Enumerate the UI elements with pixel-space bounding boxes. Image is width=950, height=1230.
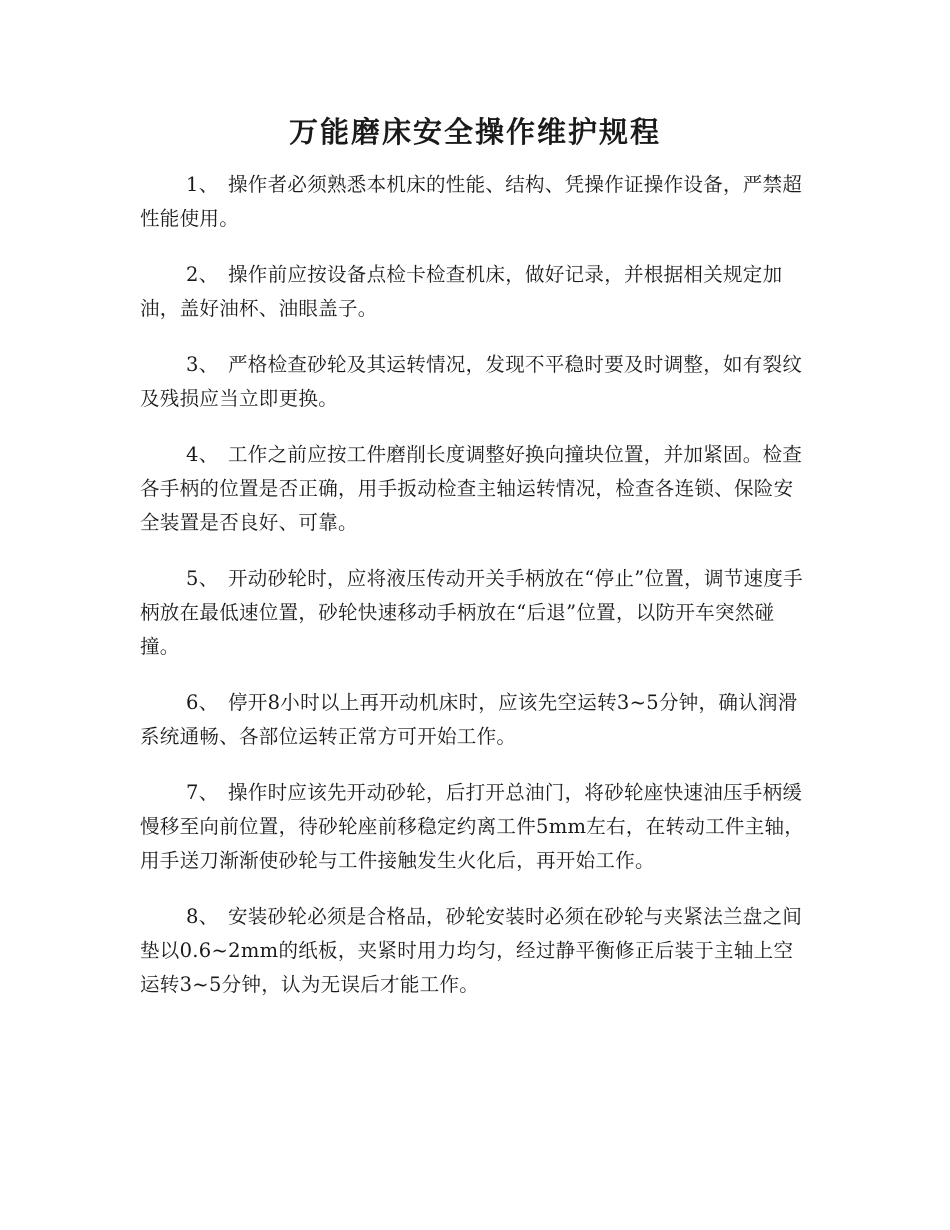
paragraph-number: 6、 <box>186 691 219 714</box>
document-title: 万能磨床安全操作维护规程 <box>288 115 661 149</box>
paragraph-number: 1、 <box>186 173 219 196</box>
paragraph <box>140 348 810 416</box>
paragraph <box>140 168 810 236</box>
paragraph-text: 操作时应该先开动砂轮，后打开总油门，将砂轮座快速油压手柄缓慢移至向前位置，待砂轮座前移稳定约离工件5mm左右，在转动工件主轴，用手送刀渐渐使砂轮与工件接触发生火化后，再开始工作。 <box>140 781 805 872</box>
paragraph-number: 8、 <box>186 905 219 928</box>
paragraph-number: 4、 <box>186 443 219 466</box>
paragraph-number: 7、 <box>186 781 219 804</box>
paragraph <box>140 438 810 540</box>
paragraph-text: 工作之前应按工件磨削长度调整好换向撞块位置，并加紧固。检查各手柄的位置是否正确，用手扳动检查主轴运转情况，检查各连锁、保险安全装置是否良好、可靠。 <box>140 443 803 534</box>
paragraph-text: 操作者必须熟悉本机床的性能、结构、凭操作证操作设备，严禁超性能使用。 <box>140 173 803 230</box>
paragraph <box>140 562 810 664</box>
paragraph <box>140 258 810 326</box>
paragraph-text: 操作前应按设备点检卡检查机床，做好记录，并根据相关规定加油，盖好油杯、油眼盖子。 <box>140 263 783 320</box>
paragraph <box>140 900 810 1002</box>
paragraph <box>140 776 810 878</box>
paragraph-text: 严格检查砂轮及其运转情况，发现不平稳时要及时调整，如有裂纹及残损应当立即更换。 <box>140 353 803 410</box>
document-body <box>140 168 810 1024</box>
paragraph-text: 开动砂轮时，应将液压传动开关手柄放在“停止”位置，调节速度手柄放在最低速位置，砂轮快速移动手柄放在“后退”位置，以防开车突然碰撞。 <box>140 567 803 658</box>
paragraph-number: 5、 <box>186 567 219 590</box>
paragraph <box>140 686 810 754</box>
paragraph-text: 停开8小时以上再开动机床时，应该先空运转3~5分钟，确认润滑系统通畅、各部位运转正常方可开始工作。 <box>140 691 798 748</box>
paragraph-number: 3、 <box>186 353 219 376</box>
paragraph-text: 安装砂轮必须是合格品，砂轮安装时必须在砂轮与夹紧法兰盘之间垫以0.6~2mm的纸板，夹紧时用力均匀，经过静平衡修正后装于主轴上空运转3~5分钟，认为无误后才能工作。 <box>140 905 803 996</box>
paragraph-number: 2、 <box>186 263 219 286</box>
